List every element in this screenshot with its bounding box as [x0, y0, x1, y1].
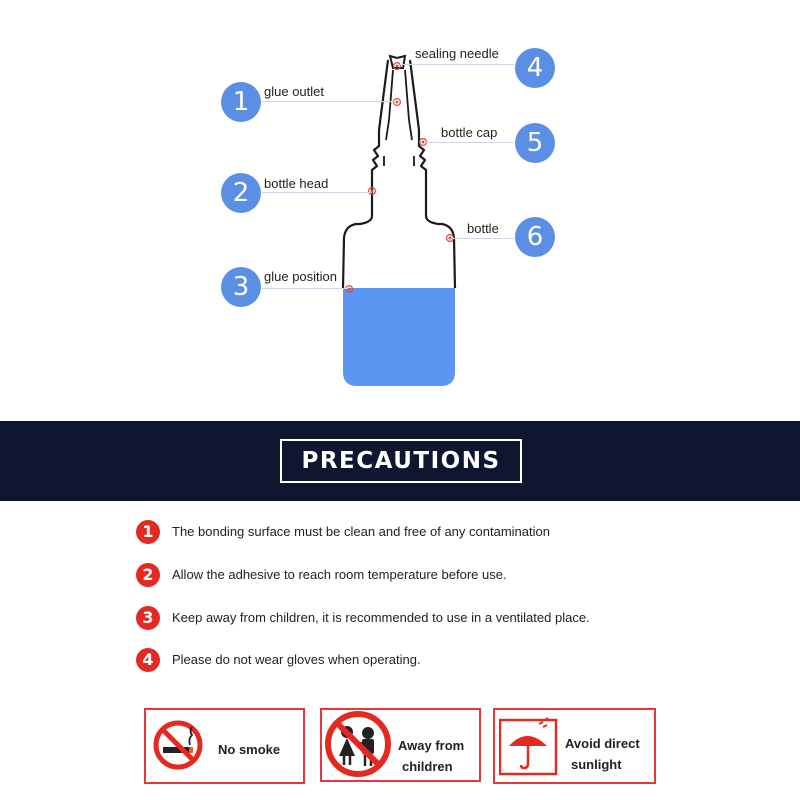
sign-away-from-children [320, 708, 481, 782]
callout-line [426, 142, 514, 143]
banner-title-box [280, 439, 522, 483]
list-item [130, 561, 690, 591]
callout-label: glue outlet [264, 84, 324, 99]
callout-line [262, 101, 396, 102]
callout-label: bottle [467, 221, 499, 236]
callout-number: 5 [515, 123, 555, 163]
callout-number: 6 [515, 217, 555, 257]
sign-label: Avoid direct [565, 736, 640, 751]
sign-no-smoke [144, 708, 305, 784]
callout-label: sealing needle [415, 46, 499, 61]
precaution-text: The bonding surface must be clean and free of any contamination [172, 524, 550, 539]
list-item [130, 604, 690, 634]
callout-number: 3 [221, 267, 261, 307]
no-children-icon [322, 710, 394, 778]
precautions-banner [0, 421, 800, 501]
callout-line [262, 192, 372, 193]
callout-label: bottle cap [441, 125, 498, 140]
precaution-number-badge: 2 [136, 563, 160, 587]
precautions-list [130, 515, 690, 685]
callout-line [262, 288, 348, 289]
sign-label: sunlight [571, 757, 622, 772]
precaution-number-badge: 4 [136, 648, 160, 672]
callout-label: glue position [264, 269, 337, 284]
sign-label: children [402, 759, 453, 774]
callout-number: 2 [221, 173, 261, 213]
precaution-text: Allow the adhesive to reach room temperature before use. [172, 567, 507, 582]
precaution-text: Please do not wear gloves when operating. [172, 652, 421, 667]
umbrella-sun-icon [499, 714, 559, 776]
callout-number: 1 [221, 82, 261, 122]
callout-label: bottle head [264, 176, 329, 191]
callout-line [400, 64, 514, 65]
callout-number: 4 [515, 48, 555, 88]
no-smoking-icon [150, 717, 206, 773]
callout-line [453, 238, 514, 239]
precaution-number-badge: 3 [136, 606, 160, 630]
bottle-outline [343, 60, 455, 288]
sign-label: No smoke [218, 742, 281, 757]
banner-title: PRECAUTIONS [301, 448, 501, 474]
precaution-number-badge: 1 [136, 520, 160, 544]
sign-label: Away from [398, 738, 465, 753]
list-item [130, 518, 690, 548]
list-item [130, 646, 690, 676]
sign-avoid-sunlight [493, 708, 656, 784]
glue-fill [343, 288, 455, 386]
precaution-text: Keep away from children, it is recommended to use in a ventilated place. [172, 610, 590, 625]
